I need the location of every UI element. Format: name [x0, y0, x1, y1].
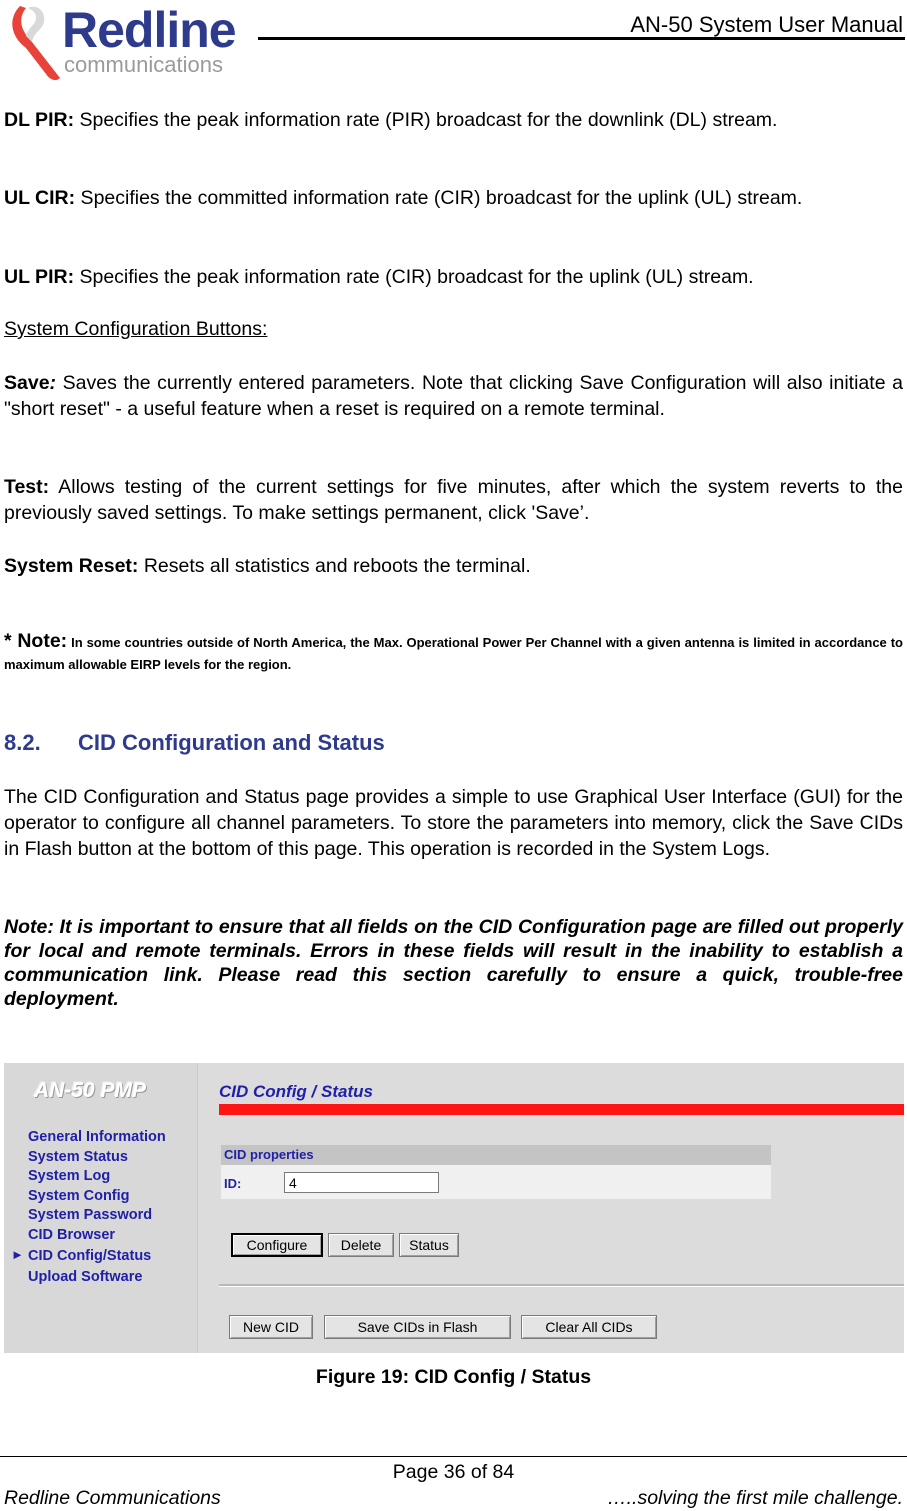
section-heading: [4, 730, 385, 756]
page-number: Page 36 of 84: [392, 1461, 515, 1483]
test-term: Test:: [4, 476, 50, 498]
section-warning: Note: It is important to ensure that all fields on the CID Configuration page are filled out properly for local and remote terminals. Errors in these fields will result in the inability to establish a communication link. Please read this section carefully to ensure a quick, trouble-free deployment.: [4, 916, 903, 1010]
section-title: CID Configuration and Status: [78, 730, 385, 755]
title-accent-bar: [219, 1104, 904, 1115]
note-term: * Note:: [4, 630, 68, 652]
test-paragraph: [4, 474, 903, 526]
ul-pir-text: Specifies the peak information rate (CIR) broadcast for the uplink (UL) stream.: [74, 266, 754, 288]
dl-pir-text: Specifies the peak information rate (PIR) broadcast for the downlink (DL) stream.: [74, 109, 778, 131]
dl-pir-paragraph: [4, 107, 903, 133]
system-reset-paragraph: [4, 553, 903, 579]
system-reset-text: Resets all statistics and reboots the terminal.: [138, 555, 531, 577]
manual-title: AN-50 System User Manual: [630, 12, 903, 37]
test-text: Allows testing of the current settings for five minutes, after which the system reverts to the previously saved settings. To make settings permanent, click 'Save’.: [4, 476, 903, 524]
ul-pir-term: UL PIR:: [4, 266, 75, 288]
cid-properties-header: [221, 1145, 771, 1165]
ul-pir-paragraph: [4, 264, 903, 290]
cid-config-screenshot: [4, 1063, 904, 1353]
id-label: ID:: [224, 1176, 242, 1191]
nav-cid-config-status[interactable]: CID Config/Status: [28, 1248, 152, 1264]
footer-divider: [0, 1456, 907, 1457]
ul-cir-paragraph: [4, 185, 903, 211]
figure-caption: Figure 19: CID Config / Status: [315, 1366, 592, 1388]
new-cid-button[interactable]: New CID: [229, 1315, 313, 1339]
save-colon: :: [49, 372, 57, 394]
screenshot-content-panel: [198, 1063, 904, 1353]
id-input[interactable]: 4: [284, 1172, 439, 1193]
clear-all-cids-button[interactable]: Clear All CIDs: [521, 1315, 657, 1339]
header-divider: [258, 37, 905, 40]
redline-logo-icon: [6, 2, 62, 86]
section-number: 8.2.: [4, 730, 41, 755]
nav-system-log[interactable]: System Log: [28, 1168, 111, 1184]
save-cids-in-flash-button[interactable]: Save CIDs in Flash: [324, 1315, 511, 1339]
current-page-arrow-icon: ►: [11, 1247, 24, 1262]
save-text: Saves the currently entered parameters. Note that clicking Save Configuration will also initiate a "short reset" - a useful feature when a reset is required on a remote terminal.: [4, 372, 903, 420]
footer-company: Redline Communications: [4, 1487, 221, 1509]
delete-button[interactable]: Delete: [328, 1233, 394, 1257]
buttons-subheading: System Configuration Buttons:: [4, 318, 268, 340]
nav-cid-browser[interactable]: CID Browser: [28, 1227, 116, 1243]
nav-system-status[interactable]: System Status: [28, 1149, 128, 1165]
dl-pir-term: DL PIR:: [4, 109, 75, 131]
section-divider: [219, 1284, 904, 1287]
note-paragraph: [4, 631, 903, 675]
status-button[interactable]: Status: [399, 1233, 459, 1257]
save-term: Save: [4, 372, 50, 394]
ul-cir-text: Specifies the committed information rate (CIR) broadcast for the uplink (UL) stream.: [75, 187, 803, 209]
ul-cir-term: UL CIR:: [4, 187, 76, 209]
nav-upload-software[interactable]: Upload Software: [28, 1269, 143, 1285]
configure-button[interactable]: Configure: [231, 1233, 323, 1257]
screenshot-page-title: CID Config / Status: [219, 1082, 373, 1101]
system-reset-term: System Reset:: [4, 555, 139, 577]
nav-system-password[interactable]: System Password: [28, 1207, 153, 1223]
save-paragraph: [4, 370, 903, 422]
nav-general-information[interactable]: General Information: [28, 1129, 166, 1145]
footer-slogan: …..solving the first mile challenge.: [607, 1487, 903, 1509]
section-intro: The CID Configuration and Status page provides a simple to use Graphical User Interface (GUI) for the operator to configure all channel parameters. To store the parameters into memory, click the Save CIDs in Flash button at the bottom of this page. This operation is recorded in the System Logs.: [4, 786, 903, 860]
nav-system-config[interactable]: System Config: [28, 1188, 130, 1204]
cid-properties-label: CID properties: [224, 1147, 314, 1162]
cid-properties-box: [221, 1145, 771, 1199]
logo-wordmark: Redline: [62, 2, 236, 58]
screenshot-nav-panel: [4, 1063, 198, 1353]
note-text: In some countries outside of North America, the Max. Operational Power Per Channel with a given antenna is limited in accordance to maximum allowable EIRP levels for the region.: [4, 635, 903, 672]
logo-subtitle: communications: [64, 52, 223, 77]
screenshot-brand: AN-50 PMP: [34, 1079, 147, 1102]
